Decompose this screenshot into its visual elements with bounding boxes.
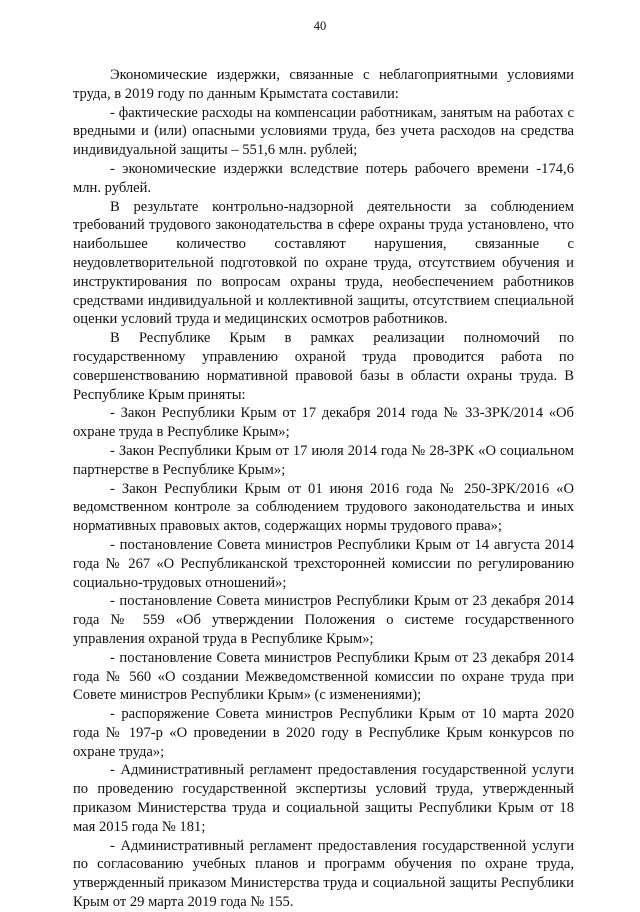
paragraph-economic-costs-intro: Экономические издержки, связанные с неблагоприятными условиями труда, в 2019 году по данным Крымстата составили:: [73, 67, 574, 102]
list-item-regulation-155: - Административный регламент предоставления государственной услуги по согласованию учебных планов и программ обучения по охране труда, утвержденный приказом Министерства труда и социальной защиты Республики Крым от 29 марта 2019 года № 155.: [73, 837, 574, 911]
list-item-resolution-267: - постановление Совета министров Республики Крым от 14 августа 2014 года № 267 «О Республиканской трехсторонней комиссии по регулированию социально-трудовых отношений»;: [73, 536, 574, 591]
list-item-law-28-zrk: - Закон Республики Крым от 17 июля 2014 года № 28-ЗРК «О социальном партнерстве в Республике Крым»;: [73, 442, 574, 478]
page-number: 40: [313, 19, 327, 33]
paragraph-compensation-costs: - фактические расходы на компенсации работникам, занятым на работах с вредными и (или) опасными условиями труда, без учета расходов на средства индивидуальной защиты – 551,6 млн. рублей;: [73, 104, 574, 159]
list-item-regulation-181: - Административный регламент предоставления государственной услуги по проведению государственной экспертизы условий труда, утвержденный приказом Министерства труда и социальной защиты Республики Крым от 18 мая 2015 года № 181;: [73, 762, 574, 835]
list-item-law-250-zrk: - Закон Республики Крым от 01 июня 2016 года № 250-ЗРК/2016 «О ведомственном контроле за соблюдением трудового законодательства и иных нормативных правовых актов, содержащих нормы трудового права»;: [73, 480, 574, 535]
list-item-order-197-r: - распоряжение Совета министров Республики Крым от 10 марта 2020 года № 197-р «О проведении в 2020 году в Республике Крым конкурсов по охране труда»;: [73, 706, 574, 760]
paragraph-inspection-results: В результате контрольно-надзорной деятельности за соблюдением требований трудового законодательства в сфере охраны труда установлено, что наибольшее количество составляют нарушения, связанные с неудовлетворительной подготовкой по охране труда, отсутствием обучения и инструктирования по вопросам охраны труда, необеспечением работников средствами индивидуальной и коллективной защиты, отсутствием специальной оценки условий труда и медицинских осмотров работников.: [73, 198, 574, 328]
paragraph-regulatory-framework: В Республике Крым в рамках реализации полномочий по государственному управлению охраной труда проводится работа по совершенствованию нормативной правовой базы в области охраны труда. В Республике Крым приняты:: [73, 330, 574, 403]
list-item-resolution-560: - постановление Совета министров Республики Крым от 23 декабря 2014 года № 560 «О создании Межведомственной комиссии по охране труда при Совете министров Республики Крым» (с изменениями);: [73, 649, 574, 704]
list-item-resolution-559: - постановление Совета министров Республики Крым от 23 декабря 2014 года № 559 «Об утверждении Положения о системе государственного управления охраной труда в Республике Крым»;: [73, 593, 574, 647]
list-item-law-33-zrk: - Закон Республики Крым от 17 декабря 2014 года № 33-ЗРК/2014 «Об охране труда в Республике Крым»;: [73, 405, 574, 441]
paragraph-working-time-losses: - экономические издержки вследствие потерь рабочего времени -174,6 млн. рублей.: [73, 160, 574, 196]
document-body: [73, 66, 574, 912]
